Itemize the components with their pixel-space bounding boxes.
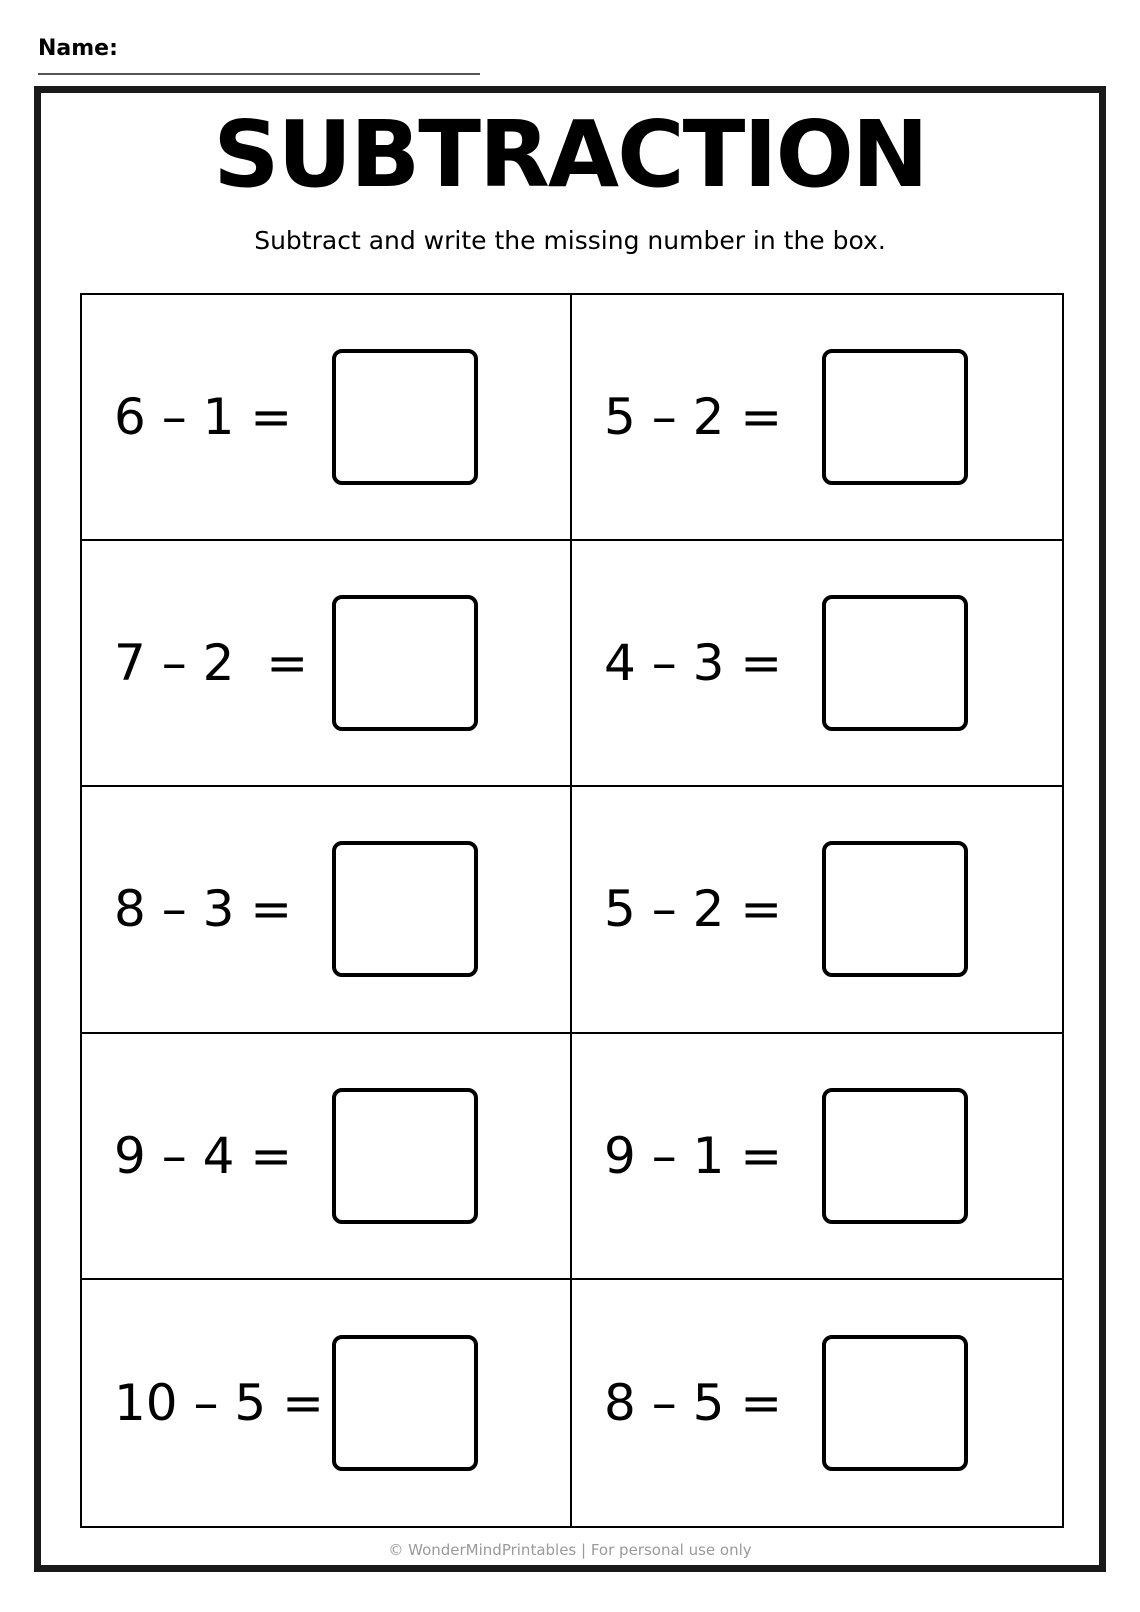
problem-expression: 4 – 3 = xyxy=(604,634,783,693)
problem-expression: 9 – 1 = xyxy=(604,1126,783,1185)
problem-expression: 5 – 2 = xyxy=(604,880,783,939)
problem-cell xyxy=(572,1280,1062,1526)
answer-box[interactable] xyxy=(822,595,968,731)
problem-expression: 5 – 2 = xyxy=(604,388,783,447)
problem-expression: 10 – 5 = xyxy=(114,1373,325,1432)
problem-cell xyxy=(82,1280,572,1526)
worksheet-title: SUBTRACTION xyxy=(213,101,927,208)
answer-box[interactable] xyxy=(822,841,968,977)
problem-expression: 6 – 1 = xyxy=(114,388,293,447)
answer-box[interactable] xyxy=(332,349,478,485)
answer-box[interactable] xyxy=(332,841,478,977)
problem-cell xyxy=(572,787,1062,1033)
problem-expression: 8 – 3 = xyxy=(114,880,293,939)
answer-box[interactable] xyxy=(822,1088,968,1224)
answer-box[interactable] xyxy=(332,595,478,731)
name-write-line[interactable] xyxy=(38,73,480,75)
problem-cell xyxy=(572,541,1062,787)
problem-cell xyxy=(82,295,572,541)
problem-cell xyxy=(82,787,572,1033)
problem-expression: 9 – 4 = xyxy=(114,1126,293,1185)
problem-cell xyxy=(82,541,572,787)
problem-expression: 7 – 2 = xyxy=(114,634,309,693)
problem-cell xyxy=(572,1034,1062,1280)
problem-cell xyxy=(572,295,1062,541)
answer-box[interactable] xyxy=(822,349,968,485)
answer-box[interactable] xyxy=(332,1088,478,1224)
name-field[interactable] xyxy=(38,34,480,76)
answer-box[interactable] xyxy=(332,1335,478,1471)
name-label: Name: xyxy=(38,36,118,61)
problem-cell xyxy=(82,1034,572,1280)
problem-expression: 8 – 5 = xyxy=(604,1373,783,1432)
problem-grid xyxy=(80,293,1064,1528)
answer-box[interactable] xyxy=(822,1335,968,1471)
instructions: Subtract and write the missing number in the box. xyxy=(254,226,886,255)
copyright-footer: © WonderMindPrintables | For personal use only xyxy=(388,1541,752,1559)
